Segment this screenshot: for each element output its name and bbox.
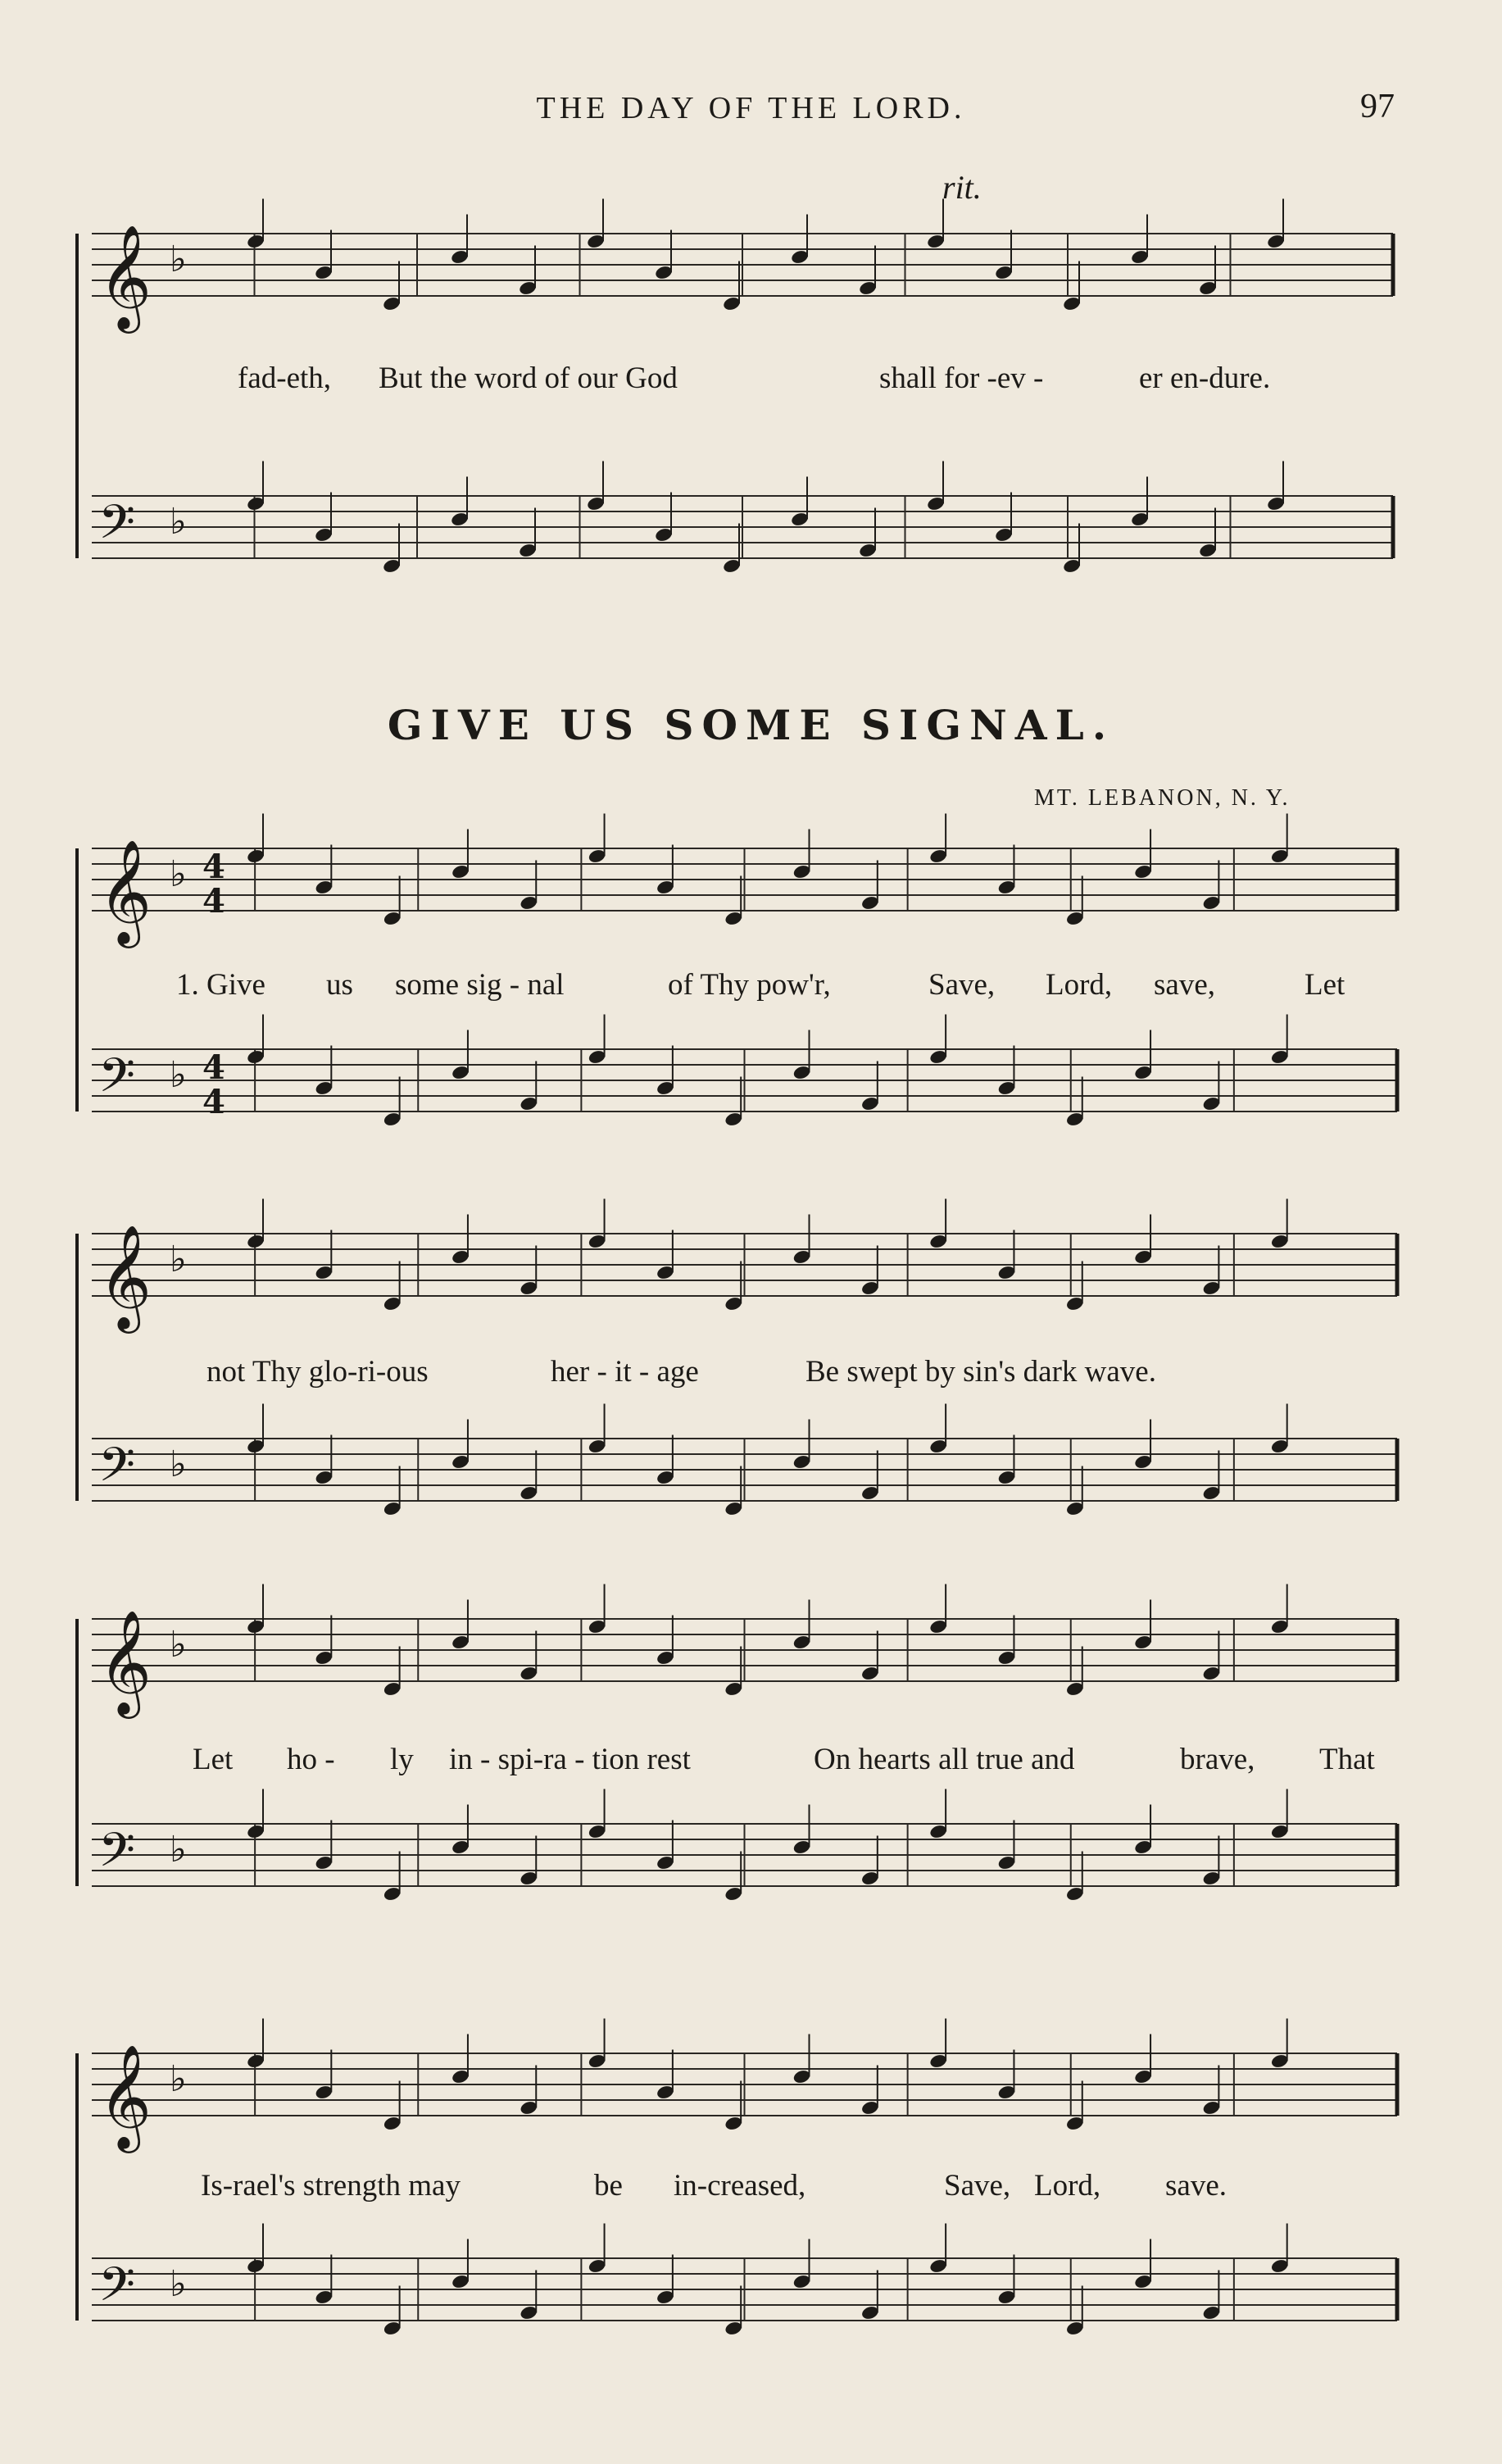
flat-icon: ♭ xyxy=(170,239,187,280)
time-signature: 4 xyxy=(202,1083,225,1121)
lyric-word: in - spi-ra - tion rest xyxy=(449,1743,691,1776)
time-signature: 4 xyxy=(202,882,225,921)
tempo-mark-rit: rit. xyxy=(942,169,982,206)
flat-icon: ♭ xyxy=(170,1239,187,1280)
flat-icon: ♭ xyxy=(170,1624,187,1666)
lyric-word: shall for -ev - xyxy=(879,361,1044,395)
time-signature: 4 xyxy=(202,1048,225,1087)
treble-clef-icon: 𝄞 xyxy=(98,1609,152,1714)
time-signature: 4 xyxy=(202,848,225,886)
hymn-title: GIVE US SOME SIGNAL. xyxy=(387,701,1115,749)
lyric-word: her - it - age xyxy=(551,1355,699,1389)
lyric-word: Be swept by sin's dark wave. xyxy=(805,1355,1156,1389)
lyric-word: Save, xyxy=(928,968,996,1002)
lyric-word: in-creased, xyxy=(674,2169,806,2203)
lyric-word: On hearts all true and xyxy=(814,1743,1075,1776)
lyric-word: er en-dure. xyxy=(1139,361,1271,395)
bass-clef-icon: 𝄢 xyxy=(98,2257,136,2324)
flat-icon: ♭ xyxy=(170,853,187,895)
lyric-word: Lord, xyxy=(1046,968,1113,1002)
bass-clef-icon: 𝄢 xyxy=(98,1048,136,1115)
lyric-word: some sig - nal xyxy=(395,968,565,1002)
flat-icon: ♭ xyxy=(170,1443,187,1485)
lyric-word: That xyxy=(1319,1743,1375,1776)
lyric-word: of Thy pow'r, xyxy=(668,968,831,1002)
lyric-word: brave, xyxy=(1180,1743,1255,1776)
lyric-word: be xyxy=(594,2169,623,2203)
flat-icon: ♭ xyxy=(170,2263,187,2305)
lyric-word: us xyxy=(326,968,353,1002)
lyric-word: fad-eth, xyxy=(238,361,332,395)
page-number: 97 xyxy=(1360,88,1395,125)
flat-icon: ♭ xyxy=(170,501,187,543)
bass-clef-icon: 𝄢 xyxy=(98,1437,136,1504)
treble-clef-icon: 𝄞 xyxy=(98,1224,152,1329)
lyric-word: Let xyxy=(193,1743,234,1776)
lyric-word: not Thy glo-ri-ous xyxy=(206,1355,429,1389)
lyric-word: save. xyxy=(1165,2169,1227,2203)
treble-clef-icon: 𝄞 xyxy=(98,839,152,943)
lyric-word: Let xyxy=(1305,968,1345,1002)
lyric-word: Save, xyxy=(944,2169,1011,2203)
bass-clef-icon: 𝄢 xyxy=(98,1822,136,1889)
lyric-word: save, xyxy=(1154,968,1215,1002)
flat-icon: ♭ xyxy=(170,2058,187,2100)
bass-clef-icon: 𝄢 xyxy=(98,494,136,561)
lyric-word: ho - xyxy=(287,1743,335,1776)
flat-icon: ♭ xyxy=(170,1054,187,1096)
lyric-word: Is-rael's strength may xyxy=(201,2169,461,2203)
lyric-word: Lord, xyxy=(1034,2169,1101,2203)
lyric-word: 1. Give xyxy=(176,968,265,1002)
lyric-word: ly xyxy=(390,1743,414,1776)
treble-clef-icon: 𝄞 xyxy=(98,2043,152,2148)
hymn-attribution: MT. LEBANON, N. Y. xyxy=(1034,785,1291,811)
lyric-word: But the word of our God xyxy=(379,361,678,395)
running-head: THE DAY OF THE LORD. xyxy=(536,91,966,125)
flat-icon: ♭ xyxy=(170,1829,187,1871)
treble-clef-icon: 𝄞 xyxy=(98,224,152,329)
